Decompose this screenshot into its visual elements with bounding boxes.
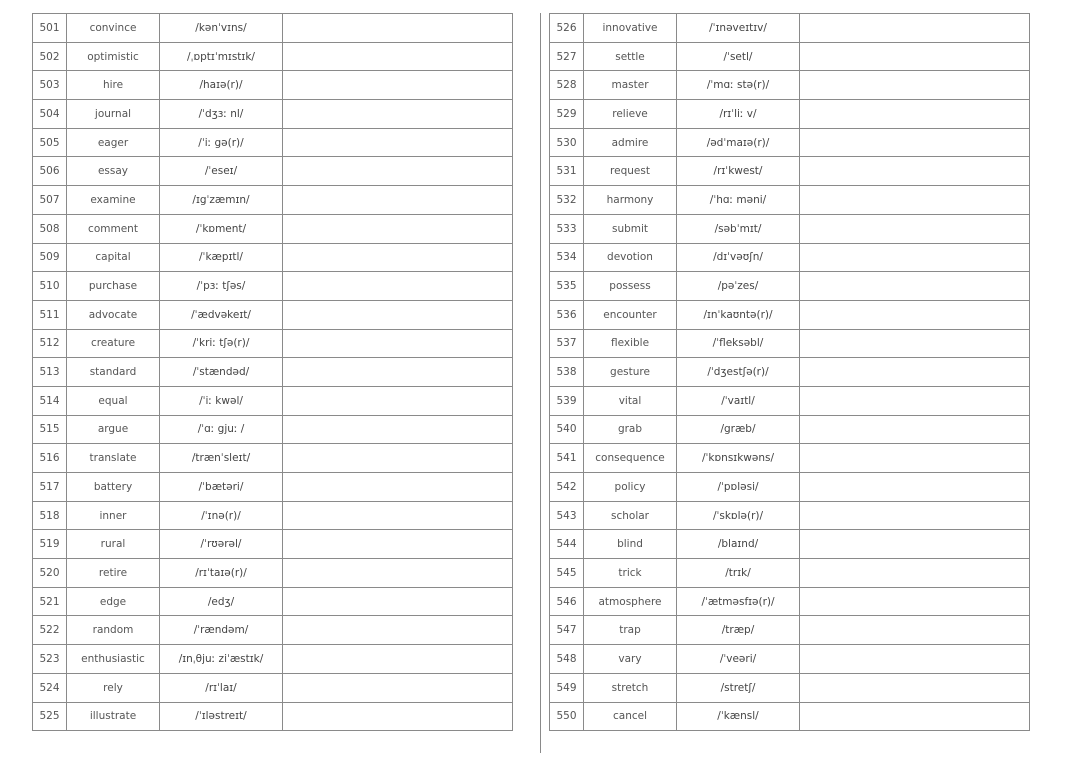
- vocab-table-right: [549, 13, 1030, 731]
- phonetic-cell: /haɪə(r)/: [160, 71, 283, 100]
- phonetic-cell: /ˈhɑː məni/: [677, 186, 800, 215]
- table-row: [33, 559, 513, 588]
- word-number-cell: 538: [550, 358, 584, 387]
- phonetic-cell: /ˈveəri/: [677, 645, 800, 674]
- word-number-cell: 508: [33, 214, 67, 243]
- phonetic-cell: /græb/: [677, 415, 800, 444]
- notes-cell: [800, 14, 1030, 43]
- word-cell: encounter: [584, 300, 677, 329]
- word-number-cell: 550: [550, 702, 584, 731]
- table-row: [550, 214, 1030, 243]
- phonetic-cell: /ɪgˈzæmɪn/: [160, 186, 283, 215]
- word-number-cell: 517: [33, 473, 67, 502]
- word-cell: settle: [584, 42, 677, 71]
- table-row: [550, 300, 1030, 329]
- vocab-table-left: [32, 13, 513, 731]
- notes-cell: [283, 673, 513, 702]
- notes-cell: [800, 243, 1030, 272]
- word-number-cell: 524: [33, 673, 67, 702]
- phonetic-cell: /ˈmɑː stə(r)/: [677, 71, 800, 100]
- word-cell: stretch: [584, 673, 677, 702]
- notes-cell: [283, 42, 513, 71]
- notes-cell: [283, 616, 513, 645]
- word-cell: grab: [584, 415, 677, 444]
- word-number-cell: 529: [550, 100, 584, 129]
- notes-cell: [800, 616, 1030, 645]
- word-number-cell: 525: [33, 702, 67, 731]
- table-row: [550, 157, 1030, 186]
- notes-cell: [800, 272, 1030, 301]
- table-row: [550, 616, 1030, 645]
- table-row: [550, 100, 1030, 129]
- word-number-cell: 509: [33, 243, 67, 272]
- word-number-cell: 523: [33, 645, 67, 674]
- word-number-cell: 504: [33, 100, 67, 129]
- notes-cell: [283, 473, 513, 502]
- notes-cell: [800, 186, 1030, 215]
- word-cell: equal: [67, 386, 160, 415]
- word-cell: policy: [584, 473, 677, 502]
- table-row: [33, 42, 513, 71]
- word-cell: creature: [67, 329, 160, 358]
- word-cell: blind: [584, 530, 677, 559]
- table-row: [33, 214, 513, 243]
- table-row: [550, 473, 1030, 502]
- phonetic-cell: /ˈiː kwəl/: [160, 386, 283, 415]
- notes-cell: [283, 559, 513, 588]
- table-row: [550, 645, 1030, 674]
- table-row: [550, 243, 1030, 272]
- phonetic-cell: /ˈætməsfɪə(r)/: [677, 587, 800, 616]
- phonetic-cell: /ədˈmaɪə(r)/: [677, 128, 800, 157]
- notes-cell: [283, 186, 513, 215]
- phonetic-cell: /ˈpɒləsi/: [677, 473, 800, 502]
- word-number-cell: 518: [33, 501, 67, 530]
- word-number-cell: 546: [550, 587, 584, 616]
- notes-cell: [800, 100, 1030, 129]
- word-number-cell: 522: [33, 616, 67, 645]
- word-number-cell: 501: [33, 14, 67, 43]
- phonetic-cell: /ˈpɜː tʃəs/: [160, 272, 283, 301]
- notes-cell: [283, 300, 513, 329]
- word-number-cell: 526: [550, 14, 584, 43]
- notes-cell: [283, 444, 513, 473]
- word-number-cell: 520: [33, 559, 67, 588]
- word-number-cell: 527: [550, 42, 584, 71]
- notes-cell: [800, 702, 1030, 731]
- word-cell: request: [584, 157, 677, 186]
- notes-cell: [283, 386, 513, 415]
- word-cell: vital: [584, 386, 677, 415]
- phonetic-cell: /ˈɪnəveɪtɪv/: [677, 14, 800, 43]
- word-number-cell: 548: [550, 645, 584, 674]
- word-number-cell: 505: [33, 128, 67, 157]
- table-row: [33, 358, 513, 387]
- notes-cell: [800, 645, 1030, 674]
- notes-cell: [800, 329, 1030, 358]
- phonetic-cell: /ˈkɒnsɪkwəns/: [677, 444, 800, 473]
- notes-cell: [800, 415, 1030, 444]
- notes-cell: [800, 673, 1030, 702]
- table-row: [33, 71, 513, 100]
- phonetic-cell: /ˈstændəd/: [160, 358, 283, 387]
- word-cell: purchase: [67, 272, 160, 301]
- word-cell: optimistic: [67, 42, 160, 71]
- word-cell: flexible: [584, 329, 677, 358]
- word-number-cell: 503: [33, 71, 67, 100]
- word-cell: enthusiastic: [67, 645, 160, 674]
- word-number-cell: 544: [550, 530, 584, 559]
- word-cell: argue: [67, 415, 160, 444]
- notes-cell: [283, 645, 513, 674]
- table-row: [33, 14, 513, 43]
- word-number-cell: 513: [33, 358, 67, 387]
- word-number-cell: 536: [550, 300, 584, 329]
- table-row: [550, 702, 1030, 731]
- notes-cell: [283, 415, 513, 444]
- table-row: [33, 300, 513, 329]
- table-row: [550, 272, 1030, 301]
- phonetic-cell: /ˈkɒment/: [160, 214, 283, 243]
- word-cell: cancel: [584, 702, 677, 731]
- phonetic-cell: /ɪnˌθjuː ziˈæstɪk/: [160, 645, 283, 674]
- word-cell: harmony: [584, 186, 677, 215]
- notes-cell: [283, 243, 513, 272]
- phonetic-cell: /ˈɑː gjuː /: [160, 415, 283, 444]
- phonetic-cell: /rɪˈliː v/: [677, 100, 800, 129]
- word-cell: standard: [67, 358, 160, 387]
- table-row: [33, 444, 513, 473]
- phonetic-cell: /blaɪnd/: [677, 530, 800, 559]
- table-row: [33, 530, 513, 559]
- notes-cell: [283, 157, 513, 186]
- table-row: [33, 616, 513, 645]
- word-cell: trap: [584, 616, 677, 645]
- phonetic-cell: /rɪˈtaɪə(r)/: [160, 559, 283, 588]
- notes-cell: [283, 702, 513, 731]
- table-row: [33, 587, 513, 616]
- notes-cell: [800, 128, 1030, 157]
- word-cell: advocate: [67, 300, 160, 329]
- word-number-cell: 514: [33, 386, 67, 415]
- notes-cell: [800, 501, 1030, 530]
- word-number-cell: 519: [33, 530, 67, 559]
- notes-cell: [283, 501, 513, 530]
- word-cell: journal: [67, 100, 160, 129]
- table-row: [33, 243, 513, 272]
- word-number-cell: 545: [550, 559, 584, 588]
- word-number-cell: 541: [550, 444, 584, 473]
- phonetic-cell: /ˈeseɪ/: [160, 157, 283, 186]
- table-row: [33, 473, 513, 502]
- word-cell: examine: [67, 186, 160, 215]
- notes-cell: [283, 587, 513, 616]
- word-cell: scholar: [584, 501, 677, 530]
- word-cell: translate: [67, 444, 160, 473]
- word-number-cell: 532: [550, 186, 584, 215]
- word-number-cell: 537: [550, 329, 584, 358]
- phonetic-cell: /ˈbætəri/: [160, 473, 283, 502]
- phonetic-cell: /ˈvaɪtl/: [677, 386, 800, 415]
- word-cell: submit: [584, 214, 677, 243]
- phonetic-cell: /ˌɒptɪˈmɪstɪk/: [160, 42, 283, 71]
- table-row: [33, 501, 513, 530]
- word-number-cell: 531: [550, 157, 584, 186]
- table-row: [550, 673, 1030, 702]
- table-row: [33, 673, 513, 702]
- phonetic-cell: /ˈkæpɪtl/: [160, 243, 283, 272]
- word-cell: rely: [67, 673, 160, 702]
- table-row: [550, 501, 1030, 530]
- word-cell: comment: [67, 214, 160, 243]
- phonetic-cell: /trɪk/: [677, 559, 800, 588]
- notes-cell: [800, 530, 1030, 559]
- phonetic-cell: /trænˈsleɪt/: [160, 444, 283, 473]
- word-cell: atmosphere: [584, 587, 677, 616]
- word-number-cell: 510: [33, 272, 67, 301]
- notes-cell: [800, 214, 1030, 243]
- word-cell: retire: [67, 559, 160, 588]
- notes-cell: [283, 329, 513, 358]
- phonetic-cell: /kənˈvɪns/: [160, 14, 283, 43]
- table-row: [33, 702, 513, 731]
- table-row: [550, 559, 1030, 588]
- phonetic-cell: /træp/: [677, 616, 800, 645]
- notes-cell: [283, 272, 513, 301]
- phonetic-cell: /ˈrændəm/: [160, 616, 283, 645]
- word-number-cell: 535: [550, 272, 584, 301]
- table-row: [550, 358, 1030, 387]
- word-cell: innovative: [584, 14, 677, 43]
- word-number-cell: 506: [33, 157, 67, 186]
- table-row: [550, 14, 1030, 43]
- table-row: [550, 386, 1030, 415]
- notes-cell: [800, 386, 1030, 415]
- notes-cell: [800, 559, 1030, 588]
- table-row: [33, 645, 513, 674]
- word-number-cell: 521: [33, 587, 67, 616]
- phonetic-cell: /ˈfleksəbl/: [677, 329, 800, 358]
- word-cell: rural: [67, 530, 160, 559]
- word-cell: possess: [584, 272, 677, 301]
- phonetic-cell: /ˈdʒestʃə(r)/: [677, 358, 800, 387]
- phonetic-cell: /ɪnˈkaʊntə(r)/: [677, 300, 800, 329]
- word-cell: edge: [67, 587, 160, 616]
- table-row: [33, 272, 513, 301]
- word-number-cell: 511: [33, 300, 67, 329]
- phonetic-cell: /rɪˈkwest/: [677, 157, 800, 186]
- phonetic-cell: /dɪˈvəʊʃn/: [677, 243, 800, 272]
- word-cell: capital: [67, 243, 160, 272]
- word-number-cell: 543: [550, 501, 584, 530]
- table-row: [33, 386, 513, 415]
- notes-cell: [800, 358, 1030, 387]
- word-cell: convince: [67, 14, 160, 43]
- table-row: [33, 157, 513, 186]
- notes-cell: [283, 358, 513, 387]
- phonetic-cell: /ˈsetl/: [677, 42, 800, 71]
- word-number-cell: 515: [33, 415, 67, 444]
- notes-cell: [283, 100, 513, 129]
- word-number-cell: 507: [33, 186, 67, 215]
- word-cell: admire: [584, 128, 677, 157]
- notes-cell: [800, 300, 1030, 329]
- word-cell: illustrate: [67, 702, 160, 731]
- phonetic-cell: /ˈɪləstreɪt/: [160, 702, 283, 731]
- table-row: [550, 186, 1030, 215]
- vocab-table-right-body: [550, 14, 1030, 731]
- notes-cell: [800, 473, 1030, 502]
- notes-cell: [283, 530, 513, 559]
- table-row: [550, 71, 1030, 100]
- table-row: [33, 100, 513, 129]
- phonetic-cell: /ˈædvəkeɪt/: [160, 300, 283, 329]
- word-cell: hire: [67, 71, 160, 100]
- notes-cell: [283, 128, 513, 157]
- phonetic-cell: /ˈkænsl/: [677, 702, 800, 731]
- word-number-cell: 512: [33, 329, 67, 358]
- word-number-cell: 547: [550, 616, 584, 645]
- table-row: [550, 415, 1030, 444]
- notes-cell: [283, 14, 513, 43]
- phonetic-cell: /stretʃ/: [677, 673, 800, 702]
- table-row: [33, 415, 513, 444]
- word-cell: master: [584, 71, 677, 100]
- word-cell: eager: [67, 128, 160, 157]
- notes-cell: [800, 42, 1030, 71]
- table-row: [550, 329, 1030, 358]
- word-number-cell: 539: [550, 386, 584, 415]
- word-cell: devotion: [584, 243, 677, 272]
- table-row: [550, 587, 1030, 616]
- word-number-cell: 542: [550, 473, 584, 502]
- table-row: [550, 444, 1030, 473]
- notes-cell: [800, 444, 1030, 473]
- phonetic-cell: /ˈɪnə(r)/: [160, 501, 283, 530]
- word-cell: gesture: [584, 358, 677, 387]
- table-row: [550, 530, 1030, 559]
- word-number-cell: 528: [550, 71, 584, 100]
- vocab-table-left-body: [33, 14, 513, 731]
- notes-cell: [800, 587, 1030, 616]
- word-number-cell: 502: [33, 42, 67, 71]
- table-row: [550, 128, 1030, 157]
- word-number-cell: 549: [550, 673, 584, 702]
- phonetic-cell: /edʒ/: [160, 587, 283, 616]
- word-number-cell: 540: [550, 415, 584, 444]
- table-row: [33, 128, 513, 157]
- word-cell: battery: [67, 473, 160, 502]
- word-cell: random: [67, 616, 160, 645]
- notes-cell: [800, 157, 1030, 186]
- table-row: [33, 329, 513, 358]
- phonetic-cell: /pəˈzes/: [677, 272, 800, 301]
- word-number-cell: 530: [550, 128, 584, 157]
- word-number-cell: 533: [550, 214, 584, 243]
- word-cell: trick: [584, 559, 677, 588]
- phonetic-cell: /ˈskɒlə(r)/: [677, 501, 800, 530]
- word-number-cell: 516: [33, 444, 67, 473]
- word-number-cell: 534: [550, 243, 584, 272]
- table-row: [33, 186, 513, 215]
- phonetic-cell: /ˈiː gə(r)/: [160, 128, 283, 157]
- word-cell: inner: [67, 501, 160, 530]
- table-row: [550, 42, 1030, 71]
- notes-cell: [800, 71, 1030, 100]
- word-cell: essay: [67, 157, 160, 186]
- phonetic-cell: /rɪˈlaɪ/: [160, 673, 283, 702]
- word-cell: relieve: [584, 100, 677, 129]
- phonetic-cell: /ˈkriː tʃə(r)/: [160, 329, 283, 358]
- notes-cell: [283, 71, 513, 100]
- word-cell: vary: [584, 645, 677, 674]
- phonetic-cell: /səbˈmɪt/: [677, 214, 800, 243]
- notes-cell: [283, 214, 513, 243]
- phonetic-cell: /ˈrʊərəl/: [160, 530, 283, 559]
- phonetic-cell: /ˈdʒɜː nl/: [160, 100, 283, 129]
- word-cell: consequence: [584, 444, 677, 473]
- page-divider: [540, 13, 541, 753]
